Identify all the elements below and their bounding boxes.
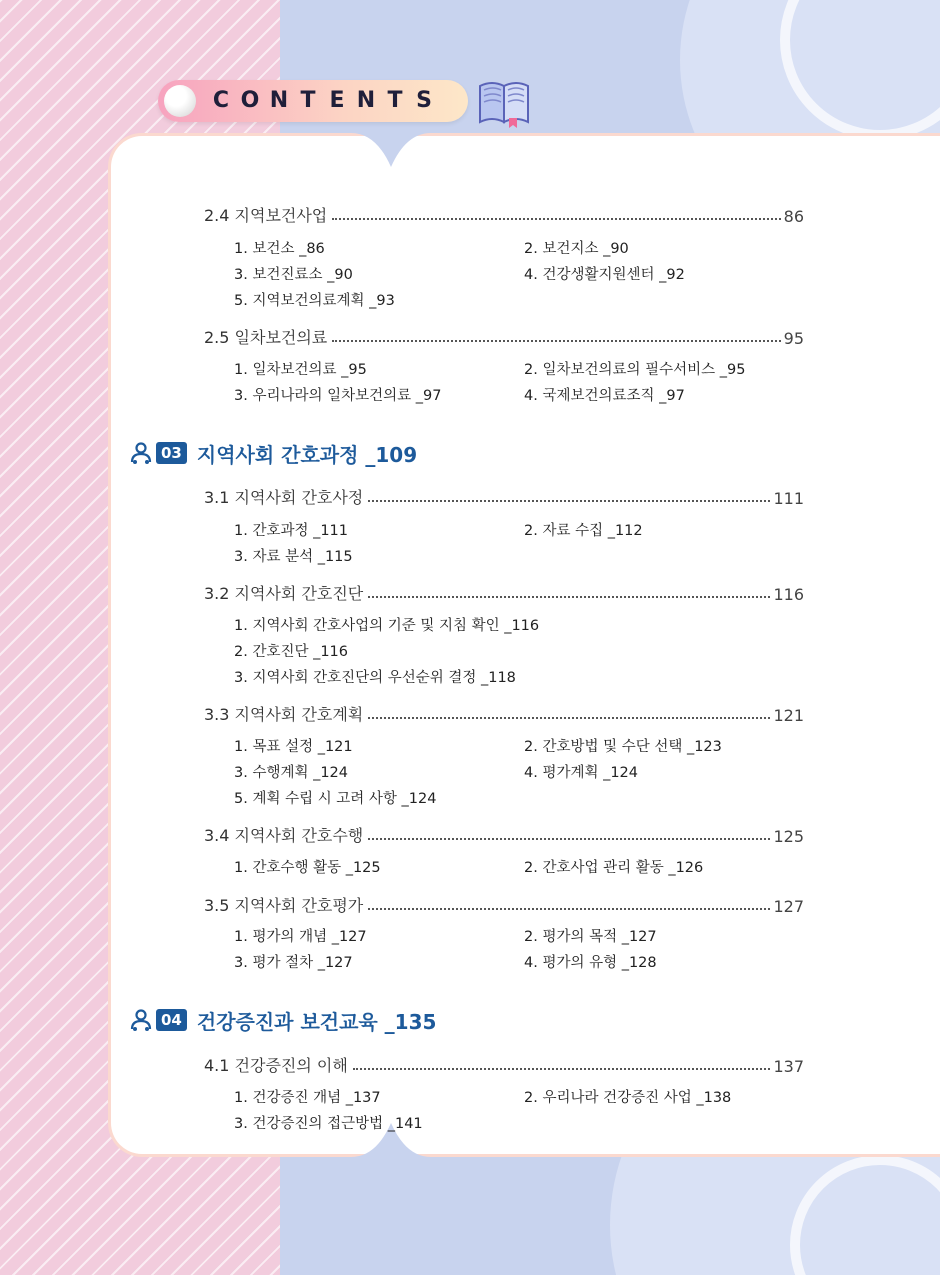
toc-item[interactable]: 4. 국제보건의료조직 _97 [524,388,685,404]
toc-item[interactable]: 1. 평가의 개념 _127 [234,929,367,945]
chapter-heading-03[interactable] [128,438,417,468]
toc-item[interactable]: 2. 우리나라 건강증진 사업 _138 [524,1090,732,1106]
open-book-icon [476,74,532,130]
toc-section-3-3[interactable] [204,703,804,725]
toc-item[interactable]: 5. 계획 수립 시 고려 사항 _124 [234,791,437,807]
section-title: 3.5 지역사회 간호평가 [204,896,364,915]
section-page: 95 [783,329,804,348]
section-title: 3.3 지역사회 간호계획 [204,705,364,724]
toc-item[interactable]: 2. 평가의 목적 _127 [524,929,657,945]
toc-item[interactable]: 1. 목표 설정 _121 [234,739,353,755]
toc-item[interactable]: 2. 간호진단 _116 [234,644,349,660]
section-page: 86 [783,207,804,226]
contents-card [108,133,940,1157]
toc-section-4-1[interactable] [204,1054,804,1076]
toc-item[interactable]: 1. 건강증진 개념 _137 [234,1090,381,1106]
toc-item[interactable]: 1. 보건소 _86 [234,241,325,257]
title-letter: O [240,88,260,113]
title-letter: N [269,88,289,113]
toc-item[interactable]: 2. 자료 수집 _112 [524,523,643,539]
title-letter: T [300,88,316,113]
dot-leader [368,717,770,719]
toc-item[interactable]: 3. 우리나라의 일차보건의료 _97 [234,388,442,404]
section-page: 137 [773,1057,804,1076]
toc-section-2-5[interactable] [204,326,804,348]
toc-item[interactable]: 3. 평가 절차 _127 [234,955,353,971]
toc-item[interactable]: 2. 간호방법 및 수단 선택 _123 [524,739,722,755]
section-page: 121 [773,706,804,725]
title-letter: C [212,88,230,113]
section-page: 111 [773,489,804,508]
chapter-heading-04[interactable] [128,1005,436,1035]
toc-section-3-1[interactable] [204,486,804,508]
toc-item[interactable]: 1. 간호수행 활동 _125 [234,860,381,876]
toc-item[interactable]: 4. 평가계획 _124 [524,765,639,781]
toc-section-3-5[interactable] [204,894,804,916]
section-page: 127 [773,897,804,916]
dot-leader [353,1068,771,1070]
chapter-number: 04 [156,1009,187,1031]
toc-section-3-2[interactable] [204,582,804,604]
toc-item[interactable]: 1. 간호과정 _111 [234,523,349,539]
toc-item[interactable]: 5. 지역보건의료계획 _93 [234,293,395,309]
dot-leader [368,500,770,502]
toc-item[interactable]: 3. 자료 분석 _115 [234,549,353,565]
contents-title [210,88,435,114]
section-title: 3.1 지역사회 간호사정 [204,488,364,507]
section-title: 3.2 지역사회 간호진단 [204,584,364,603]
toc-item[interactable]: 3. 보건진료소 _90 [234,267,353,283]
card-notch [351,133,431,169]
toc-section-3-4[interactable] [204,824,804,846]
pearl-icon [164,85,196,117]
toc-section-2-4[interactable] [204,204,804,226]
chapter-title: 지역사회 간호과정 _109 [196,442,418,467]
toc-item[interactable]: 2. 간호사업 관리 활동 _126 [524,860,704,876]
toc-item[interactable]: 4. 평가의 유형 _128 [524,955,657,971]
dot-leader [368,908,770,910]
toc-item[interactable]: 3. 수행계획 _124 [234,765,349,781]
section-page: 116 [773,585,804,604]
toc-item[interactable]: 2. 일차보건의료의 필수서비스 _95 [524,362,746,378]
section-title: 2.4 지역보건사업 [204,206,328,225]
section-title: 2.5 일차보건의료 [204,328,328,347]
toc-item[interactable]: 1. 지역사회 간호사업의 기준 및 지침 확인 _116 [234,618,540,634]
dot-leader [368,596,770,598]
title-letter: E [329,88,345,113]
toc-item[interactable]: 3. 지역사회 간호진단의 우선순위 결정 _118 [234,670,516,686]
dot-leader [332,340,780,342]
toc-item[interactable]: 4. 건강생활지원센터 _92 [524,267,685,283]
section-page: 125 [773,827,804,846]
toc-item[interactable]: 3. 건강증진의 접근방법 _141 [234,1116,423,1132]
nurse-icon [128,440,154,466]
title-letter: S [416,88,432,113]
contents-header [158,80,468,122]
toc-item[interactable]: 2. 보건지소 _90 [524,241,629,257]
dot-leader [368,838,770,840]
chapter-title: 건강증진과 보건교육 _135 [196,1009,437,1034]
section-title: 3.4 지역사회 간호수행 [204,826,364,845]
title-letter: T [387,88,403,113]
toc-item[interactable]: 1. 일차보건의료 _95 [234,362,367,378]
dot-leader [332,218,780,220]
title-letter: N [356,88,376,113]
nurse-icon [128,1007,154,1033]
section-title: 4.1 건강증진의 이해 [204,1056,348,1075]
chapter-number: 03 [156,442,187,464]
